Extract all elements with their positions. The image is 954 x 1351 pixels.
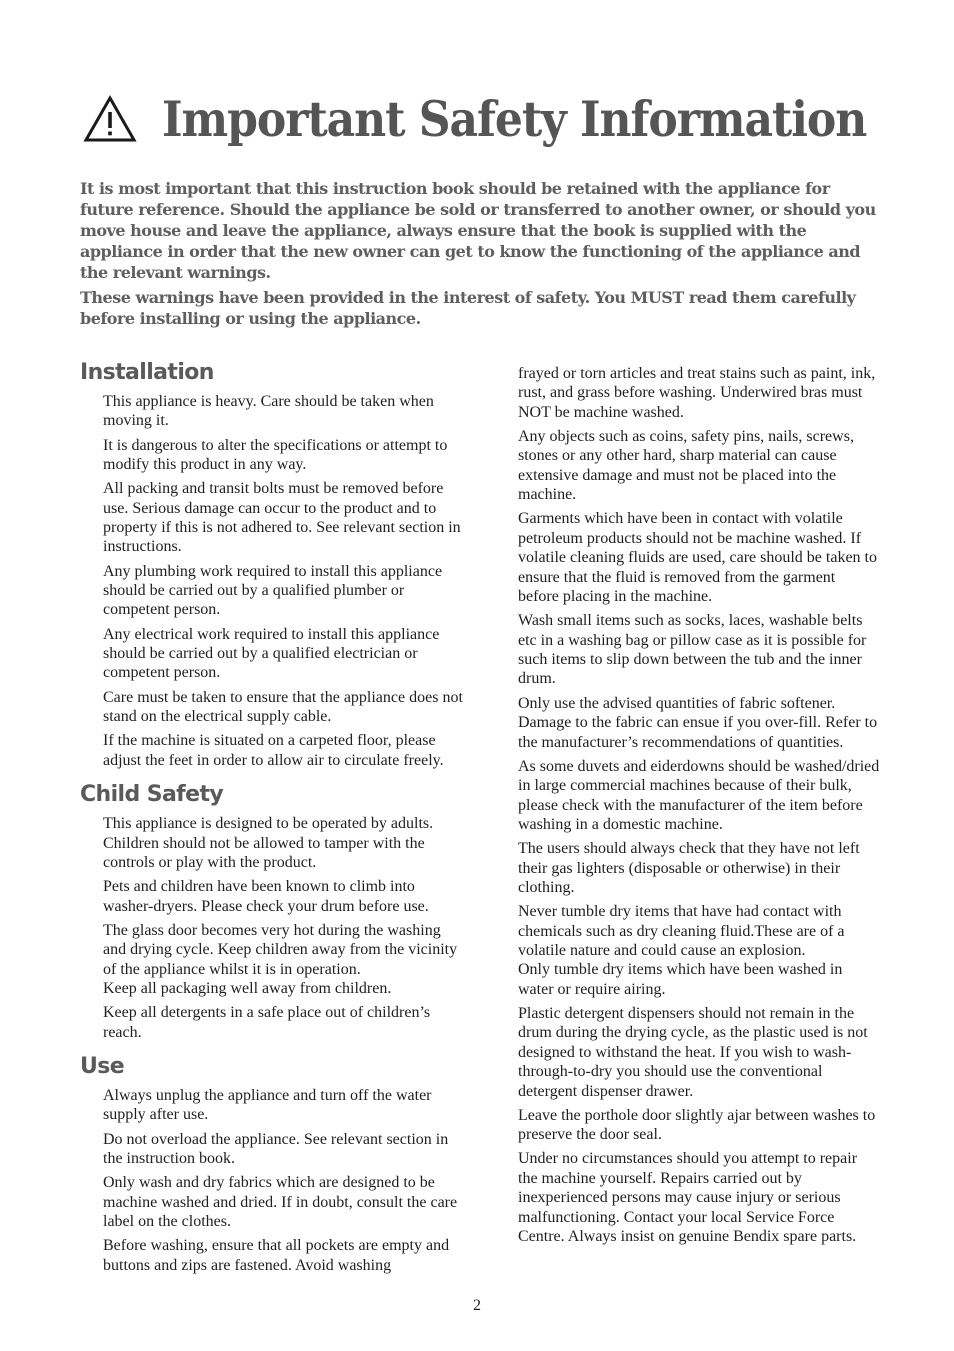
installation-item — [103, 392, 465, 431]
item-text: Keep all detergents in a safe place out of children’s reach. — [103, 1004, 431, 1041]
right-column — [518, 364, 880, 1251]
item-text: The users should always check that they have not left their gas lighters (disposable or otherwise) in their clothing. — [518, 840, 860, 896]
item-text: Keep all packaging well away from children. — [103, 979, 392, 997]
use-item — [518, 1106, 880, 1145]
use-item — [103, 1130, 465, 1169]
item-text: The glass door becomes very hot during the washing and drying cycle. Keep children away from the vicinity of the appliance whilst it is in operation. — [103, 921, 458, 978]
item-text: frayed or torn articles and treat stains such as paint, ink, rust, and grass before washing. Underwired bras must NOT be machine washed. — [518, 365, 876, 421]
installation-item — [103, 625, 465, 683]
installation-item — [103, 688, 465, 727]
use-item — [103, 1086, 465, 1125]
item-text: Only tumble dry items which have been washed in water or require airing. — [518, 961, 843, 998]
page-title: Important Safety Information — [162, 90, 867, 148]
section-heading-installation: Installation — [80, 360, 214, 385]
section-heading-use: Use — [80, 1053, 125, 1079]
use-item — [518, 611, 880, 689]
installation-item — [103, 436, 465, 475]
use-item — [518, 509, 880, 606]
item-text: If the machine is situated on a carpeted floor, please adjust the feet in order to allow air to circulate freely. — [103, 732, 444, 769]
item-text: This appliance is designed to be operated by adults. Children should not be allowed to tamper with the controls or play with the product. — [103, 815, 434, 871]
item-text: Care must be taken to ensure that the appliance does not stand on the electrical supply cable. — [103, 688, 463, 726]
item-text: Always unplug the appliance and turn off the water supply after use. — [103, 1086, 432, 1124]
installation-item — [103, 731, 465, 770]
use-item — [518, 960, 880, 999]
child-safety-item — [103, 877, 465, 916]
child-safety-item — [103, 1003, 465, 1042]
installation-item — [103, 562, 465, 620]
page-number: 2 — [473, 1297, 481, 1314]
item-text: Any plumbing work required to install this appliance should be carried out by a qualified plumber or competent person. — [103, 562, 443, 619]
use-item — [518, 1004, 880, 1101]
use-item — [103, 1236, 465, 1275]
item-text: Garments which have been in contact with volatile petroleum products should not be machine washed. If volatile cleaning fluids are used, care should be taken to ensure that the fluid is removed from the garment before placing in the machine. — [518, 510, 877, 606]
intro-text — [80, 178, 880, 333]
item-text: Before washing, ensure that all pockets are empty and buttons and zips are fastened. Avoid washing — [103, 1237, 450, 1274]
use-item — [518, 839, 880, 897]
intro-paragraph: It is most important that this instruction book should be retained with the appliance for future reference. Should the appliance be sold or transferred to another owner, or should you move house and leave the appliance, always ensure that the book is supplied with the appliance in order that the new owner can get to know the functioning of the appliance and the relevant warnings. — [80, 179, 876, 282]
item-text: Any electrical work required to install this appliance should be carried out by a qualified electrician or competent person. — [103, 625, 440, 682]
child-safety-item — [103, 979, 465, 998]
child-safety-item — [103, 921, 465, 979]
item-text: Only use the advised quantities of fabric softener. Damage to the fabric can ensue if you over-fill. Refer to the manufacturer’s recommendations of quantities. — [518, 694, 878, 751]
use-item — [518, 427, 880, 505]
item-text: Leave the porthole door slightly ajar between washes to preserve the door seal. — [518, 1106, 876, 1144]
installation-item — [103, 479, 465, 557]
item-text: Pets and children have been known to climb into washer-dryers. Please check your drum before use. — [103, 878, 429, 915]
child-safety-item — [103, 814, 465, 872]
use-item — [518, 757, 880, 835]
item-text: Only wash and dry fabrics which are designed to be machine washed and dried. If in doubt, consult the care label on the clothes. — [103, 1174, 458, 1230]
use-item — [518, 902, 880, 960]
left-column — [80, 360, 465, 1280]
section-heading-child-safety: Child Safety — [80, 782, 224, 808]
item-text: All packing and transit bolts must be removed before use. Serious damage can occur to the product and to property if this is not adhered to. See relevant section in instructions. — [103, 480, 461, 556]
use-item — [518, 694, 880, 752]
item-text: It is dangerous to alter the specifications or attempt to modify this product in any way. — [103, 436, 448, 474]
title-row — [82, 84, 944, 154]
use-item — [518, 364, 880, 422]
item-text: Wash small items such as socks, laces, washable belts etc in a washing bag or pillow case as it is possible for such items to slip down between the tub and the inner drum. — [518, 612, 867, 688]
item-text: Do not overload the appliance. See relevant section in the instruction book. — [103, 1130, 449, 1167]
item-text: As some duvets and eiderdowns should be washed/dried in large commercial machines because of their bulk, please check with the manufacturer of the item before washing in a domestic machine. — [518, 757, 880, 833]
warning-triangle-icon — [82, 94, 138, 144]
use-item — [518, 1149, 880, 1246]
use-item — [103, 1173, 465, 1231]
item-text: Under no circumstances should you attempt to repair the machine yourself. Repairs carried out by inexperienced persons may cause injury or serious malfunctioning. Contact your local Service Force Centre. Always insist on genuine Bendix spare parts. — [518, 1150, 858, 1246]
item-text: This appliance is heavy. Care should be taken when moving it. — [103, 393, 434, 430]
item-text: Plastic detergent dispensers should not remain in the drum during the drying cycle, as the plastic used is not designed to withstand the heat. If you wish to wash-through-to-dry you should use the conventional detergent dispenser drawer. — [518, 1004, 868, 1100]
intro-paragraph: These warnings have been provided in the interest of safety. You MUST read them carefully before installing or using the appliance. — [80, 288, 856, 328]
item-text: Any objects such as coins, safety pins, nails, screws, stones or any other hard, sharp material can cause extensive damage and must not be placed into the machine. — [518, 428, 854, 504]
item-text: Never tumble dry items that have had contact with chemicals such as dry cleaning fluid.These are of a volatile nature and could cause an explosion. — [518, 903, 845, 959]
